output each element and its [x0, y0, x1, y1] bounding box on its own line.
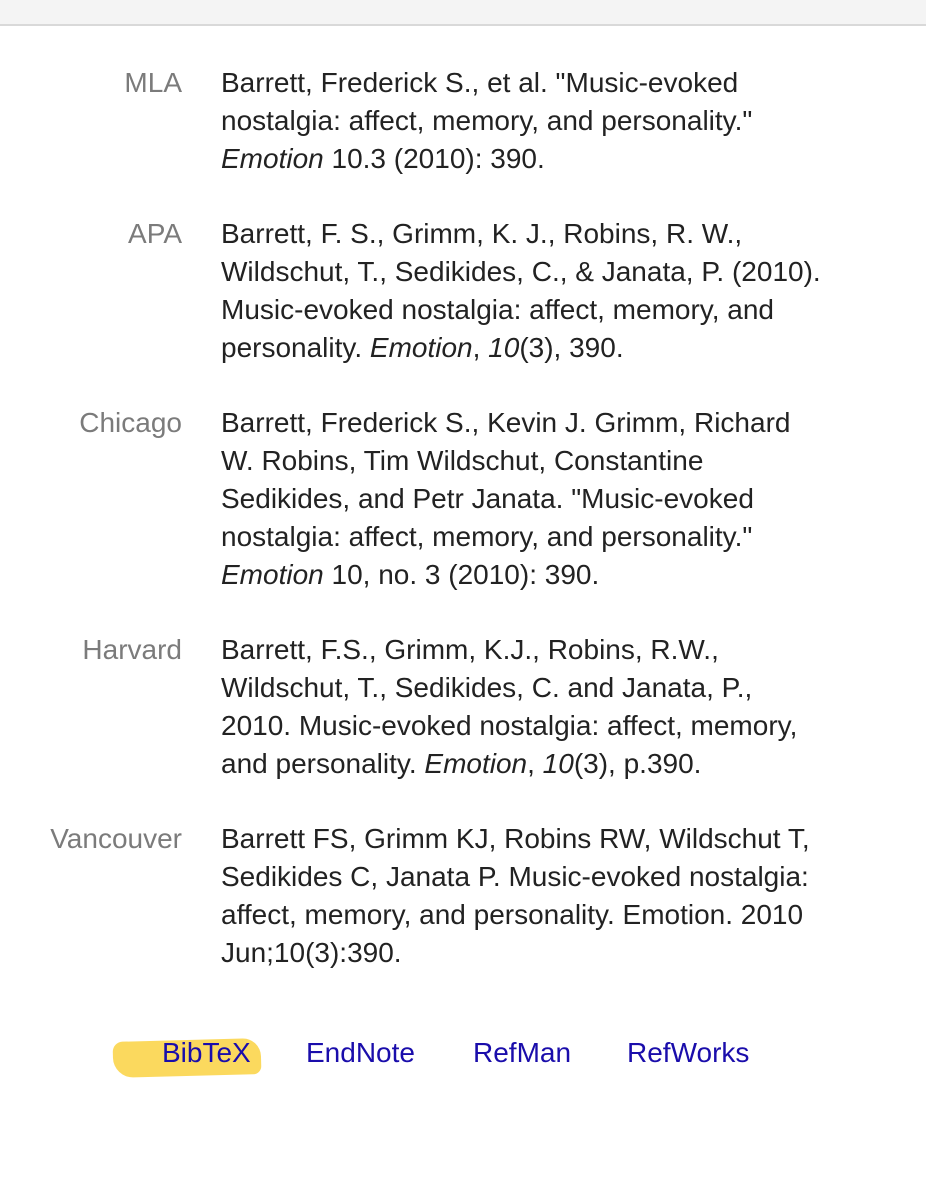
citation-line	[221, 215, 901, 253]
citation-segment: ,	[527, 748, 543, 779]
citation-segment: Sedikides C, Janata P. Music-evoked nostalgia:	[221, 861, 809, 892]
citation-row-apa	[0, 215, 926, 367]
citation-segment: Sedikides, and Petr Janata. "Music-evoked	[221, 483, 754, 514]
citation-line	[221, 442, 901, 480]
citation-style-label: Harvard	[82, 634, 182, 665]
citation-segment: personality.	[221, 332, 370, 363]
citation-segment: Music-evoked nostalgia: affect, memory, and	[221, 294, 774, 325]
citation-line	[221, 896, 901, 934]
export-link-refworks[interactable]: RefWorks	[627, 1037, 750, 1068]
citation-segment: Barrett, F. S., Grimm, K. J., Robins, R. W.,	[221, 218, 743, 249]
citation-style-label: MLA	[124, 67, 182, 98]
citation-line	[221, 480, 901, 518]
citation-segment: 10, no. 3 (2010): 390.	[323, 559, 600, 590]
citation-line	[221, 556, 901, 594]
citation-line	[221, 745, 901, 783]
citation-segment: nostalgia: affect, memory, and personality."	[221, 521, 753, 552]
citation-line	[221, 858, 901, 896]
citation-italic-segment: 10	[542, 748, 574, 779]
citation-italic-segment: Emotion	[369, 332, 473, 363]
citation-segment: Barrett, Frederick S., Kevin J. Grimm, Richard	[221, 407, 791, 438]
export-link-bibtex[interactable]: BibTeX	[162, 1037, 251, 1068]
citation-segment: 2010. Music-evoked nostalgia: affect, memory,	[221, 710, 798, 741]
citation-line	[221, 291, 901, 329]
citation-segment: Jun;10(3):390.	[221, 937, 402, 968]
citation-row-mla	[0, 64, 926, 178]
citation-row-chicago	[0, 404, 926, 594]
citation-line	[221, 64, 901, 102]
citation-line	[221, 820, 901, 858]
citation-style-label: Vancouver	[50, 823, 182, 854]
citation-segment: Barrett, F.S., Grimm, K.J., Robins, R.W.,	[221, 634, 719, 665]
citation-italic-segment: Emotion	[221, 143, 324, 174]
citation-segment: W. Robins, Tim Wildschut, Constantine	[221, 445, 704, 476]
top-bar	[0, 0, 926, 26]
citation-segment: Wildschut, T., Sedikides, C. and Janata, P.,	[221, 672, 753, 703]
citation-line	[221, 631, 901, 669]
citation-segment: and personality.	[221, 748, 425, 779]
citation-segment: ,	[472, 332, 489, 363]
export-link-refman[interactable]: RefMan	[473, 1037, 572, 1068]
citation-segment: Barrett FS, Grimm KJ, Robins RW, Wildschut T,	[221, 823, 810, 854]
citation-list	[0, 64, 926, 1009]
citation-segment: affect, memory, and personality. Emotion. 2010	[221, 899, 804, 930]
citation-segment: nostalgia: affect, memory, and personality."	[221, 105, 753, 136]
citation-italic-segment: Emotion	[221, 559, 324, 590]
citation-text	[221, 631, 901, 783]
citation-segment: Wildschut, T., Sedikides, C., & Janata, P. (2010).	[221, 256, 821, 287]
citation-line	[221, 253, 901, 291]
citation-line	[221, 140, 901, 178]
citation-italic-segment: Emotion	[424, 748, 528, 779]
citation-line	[221, 707, 901, 745]
citation-line	[221, 518, 901, 556]
export-link-endnote[interactable]: EndNote	[306, 1037, 415, 1068]
citation-style-label: Chicago	[79, 407, 182, 438]
citation-style-label: APA	[128, 218, 182, 249]
citation-segment: Barrett, Frederick S., et al. "Music-evoked	[221, 67, 739, 98]
citation-line	[221, 329, 901, 367]
citation-line	[221, 934, 901, 972]
citation-italic-segment: 10	[488, 332, 520, 363]
citation-text	[221, 820, 901, 972]
citation-row-vancouver	[0, 820, 926, 972]
export-links	[0, 1030, 926, 1078]
citation-segment: (3), p.390.	[573, 748, 702, 779]
citation-text	[221, 404, 901, 594]
citation-text	[221, 64, 901, 178]
citation-line	[221, 669, 901, 707]
citation-text	[221, 215, 901, 367]
citation-segment: (3), 390.	[519, 332, 624, 363]
citation-row-harvard	[0, 631, 926, 783]
citation-line	[221, 404, 901, 442]
citation-line	[221, 102, 901, 140]
citation-segment: 10.3 (2010): 390.	[323, 143, 545, 174]
